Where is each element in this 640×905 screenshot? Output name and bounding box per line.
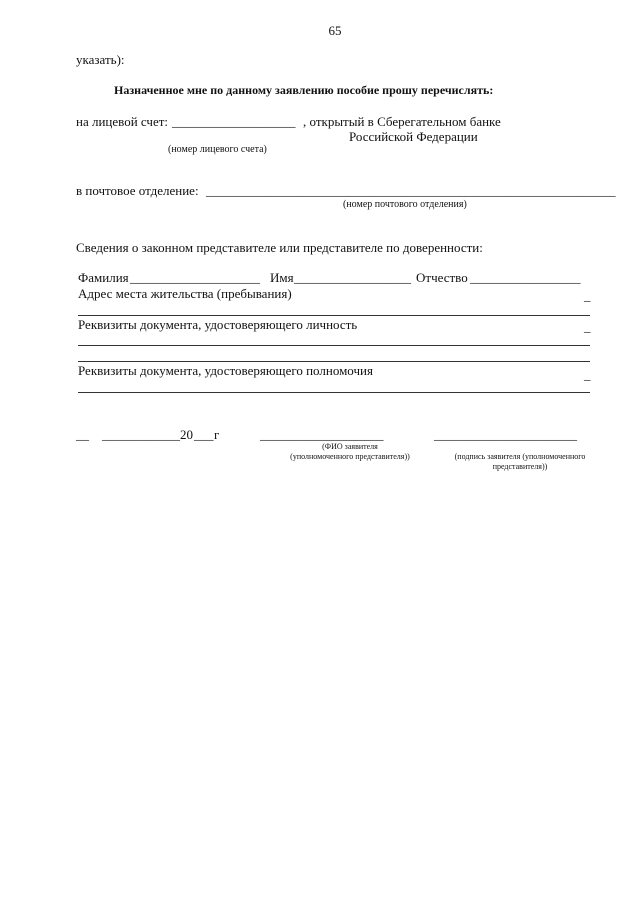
authority-doc-dash: _ [584, 367, 591, 382]
applicant-name-field[interactable]: ___________________ [260, 427, 384, 442]
date-year-field[interactable]: ___ [194, 427, 214, 442]
postal-office-field[interactable]: _______________________________________________________________ [206, 183, 616, 198]
authority-doc-line[interactable] [78, 392, 590, 393]
postal-label: в почтовое отделение: [76, 183, 202, 198]
applicant-signature-caption: (подпись заявителя (уполномоченного [454, 452, 586, 461]
account-hint: (номер лицевого счета) [168, 144, 267, 155]
address-line[interactable] [78, 315, 590, 316]
surname-label: Фамилия [78, 270, 129, 285]
account-bank-text: , открытый в Сберегательном банке [303, 114, 501, 129]
surname-field[interactable]: ____________________ [130, 270, 260, 285]
address-label: Адрес места жительства (пребывания) [78, 286, 292, 301]
page-number: 65 [328, 23, 342, 38]
address-dash: _ [584, 288, 591, 303]
postal-hint: (номер почтового отделения) [343, 199, 467, 210]
applicant-signature-field[interactable]: ______________________ [434, 427, 577, 442]
applicant-name-caption: (ФИО заявителя [322, 442, 378, 451]
date-year-suffix: г [214, 427, 220, 442]
payment-heading: Назначенное мне по данному заявлению пособие прошу перечислять: [114, 83, 494, 97]
id-doc-line-1[interactable] [78, 345, 590, 346]
applicant-name-caption-2: (уполномоченного представителя)) [290, 452, 410, 461]
authority-doc-label: Реквизиты документа, удостоверяющего полномочия [78, 363, 373, 378]
date-day-field[interactable]: __ [76, 427, 89, 442]
date-year-prefix: 20 [180, 427, 193, 442]
name-label: Имя [270, 270, 294, 285]
account-bank-text-line2: Российской Федерации [349, 129, 478, 144]
patronymic-label: Отчество [416, 270, 468, 285]
id-doc-label: Реквизиты документа, удостоверяющего личность [78, 317, 358, 332]
applicant-signature-caption-2: представителя)) [492, 462, 548, 471]
id-doc-dash: _ [584, 319, 591, 334]
id-doc-line-2[interactable] [78, 361, 590, 362]
account-label: на лицевой счет: [76, 114, 169, 129]
intro-text: указать): [76, 52, 125, 67]
representative-title: Сведения о законном представителе или представителе по доверенности: [76, 240, 483, 255]
patronymic-field[interactable]: _________________ [470, 270, 581, 285]
date-month-field[interactable]: ____________ [102, 427, 180, 442]
name-field[interactable]: __________________ [294, 270, 411, 285]
account-number-field[interactable]: ___________________ [172, 114, 296, 129]
